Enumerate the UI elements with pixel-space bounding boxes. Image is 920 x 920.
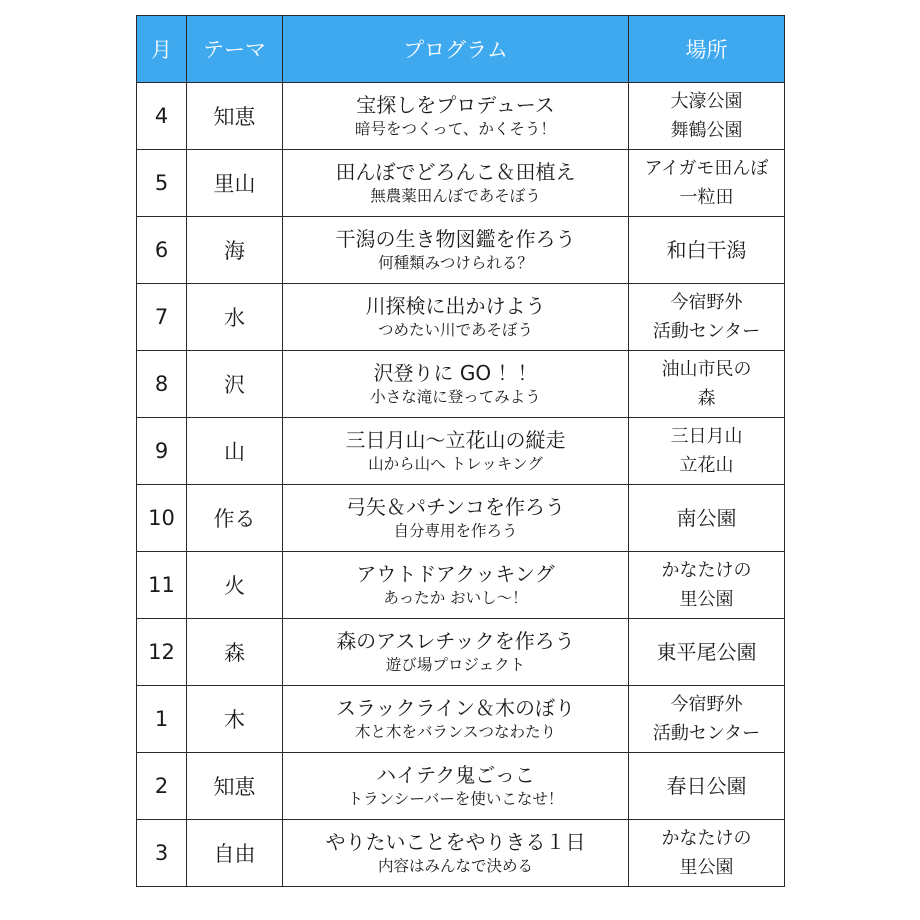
program-title: アウトドアクッキング bbox=[356, 562, 555, 586]
place-line: 舞鶴公園 bbox=[670, 120, 743, 141]
program-cell bbox=[283, 150, 629, 217]
program-schedule-table bbox=[136, 15, 785, 887]
program-title: 沢登りに GO ！！ bbox=[373, 361, 538, 385]
program-title: 三日月山〜立花山の縦走 bbox=[345, 428, 566, 452]
program-cell bbox=[283, 552, 629, 619]
month-cell: 2 bbox=[137, 753, 187, 820]
program-cell bbox=[283, 619, 629, 686]
program-title: 川探検に出かけよう bbox=[365, 294, 546, 318]
program-cell bbox=[283, 83, 629, 150]
theme-cell: 里山 bbox=[187, 150, 283, 217]
theme-cell: 森 bbox=[187, 619, 283, 686]
place-cell bbox=[629, 351, 785, 418]
table-row bbox=[137, 217, 785, 284]
program-title: 森のアスレチックを作ろう bbox=[336, 629, 575, 653]
month-cell: 12 bbox=[137, 619, 187, 686]
program-subtitle: 自分専用を作ろう bbox=[393, 522, 518, 540]
header-place: 場所 bbox=[629, 16, 785, 83]
program-subtitle: 遊び場プロジェクト bbox=[385, 656, 526, 674]
table-row bbox=[137, 351, 785, 418]
program-title: 宝探しをプロデュース bbox=[356, 93, 555, 117]
header-row bbox=[137, 16, 785, 83]
place-line: 南公園 bbox=[676, 505, 737, 530]
month-cell: 8 bbox=[137, 351, 187, 418]
table-row bbox=[137, 150, 785, 217]
program-cell bbox=[283, 820, 629, 887]
program-subtitle: 暗号をつくって、かくそう！ bbox=[355, 120, 556, 138]
program-subtitle: 木と木をバランスつなわたり bbox=[354, 723, 557, 741]
program-title: やりたいことをやりきる１日 bbox=[325, 830, 586, 854]
place-line: 活動センター bbox=[652, 321, 761, 342]
place-cell bbox=[629, 485, 785, 552]
place-line: 油山市民の bbox=[661, 359, 752, 380]
place-line: 森 bbox=[697, 388, 716, 409]
table-body bbox=[137, 83, 785, 887]
place-line: 東平尾公園 bbox=[656, 639, 757, 664]
table-row bbox=[137, 418, 785, 485]
program-cell bbox=[283, 217, 629, 284]
theme-cell: 知恵 bbox=[187, 753, 283, 820]
theme-cell: 水 bbox=[187, 284, 283, 351]
place-cell bbox=[629, 418, 785, 485]
place-cell bbox=[629, 284, 785, 351]
place-cell bbox=[629, 753, 785, 820]
header-month: 月 bbox=[137, 16, 187, 83]
place-line: 里公園 bbox=[679, 589, 734, 610]
table-row bbox=[137, 686, 785, 753]
program-subtitle: 何種類みつけられる？ bbox=[378, 254, 533, 272]
table-header bbox=[137, 16, 785, 83]
program-title: 弓矢＆パチンコを作ろう bbox=[346, 495, 565, 519]
program-cell bbox=[283, 485, 629, 552]
place-cell bbox=[629, 83, 785, 150]
place-line: 今宿野外 bbox=[670, 292, 743, 313]
place-line: 一粒田 bbox=[679, 187, 734, 208]
program-title: スラックライン＆木のぼり bbox=[336, 696, 575, 720]
place-line: かなたけの bbox=[661, 560, 752, 581]
month-cell: 5 bbox=[137, 150, 187, 217]
program-subtitle: 内容はみんなで決める bbox=[377, 857, 533, 875]
place-line: 春日公園 bbox=[666, 773, 747, 798]
place-line: 今宿野外 bbox=[670, 694, 743, 715]
program-cell bbox=[283, 284, 629, 351]
month-cell: 3 bbox=[137, 820, 187, 887]
place-line: かなたけの bbox=[661, 828, 752, 849]
place-cell bbox=[629, 217, 785, 284]
program-title: 田んぼでどろんこ＆田植え bbox=[335, 160, 576, 184]
program-subtitle: 小さな滝に登ってみよう bbox=[370, 388, 541, 406]
month-cell: 7 bbox=[137, 284, 187, 351]
place-line: 立花山 bbox=[679, 455, 734, 476]
place-line: 里公園 bbox=[679, 857, 734, 878]
place-cell bbox=[629, 686, 785, 753]
program-title: ハイテク鬼ごっこ bbox=[376, 763, 535, 787]
table-row bbox=[137, 83, 785, 150]
header-program: プログラム bbox=[283, 16, 629, 83]
month-cell: 4 bbox=[137, 83, 187, 150]
theme-cell: 山 bbox=[187, 418, 283, 485]
month-cell: 11 bbox=[137, 552, 187, 619]
theme-cell: 沢 bbox=[187, 351, 283, 418]
program-cell bbox=[283, 418, 629, 485]
theme-cell: 海 bbox=[187, 217, 283, 284]
place-cell bbox=[629, 619, 785, 686]
place-line: 和白干潟 bbox=[666, 237, 747, 262]
program-cell bbox=[283, 753, 629, 820]
theme-cell: 知恵 bbox=[187, 83, 283, 150]
table-row bbox=[137, 753, 785, 820]
place-cell bbox=[629, 552, 785, 619]
program-cell bbox=[283, 351, 629, 418]
program-cell bbox=[283, 686, 629, 753]
theme-cell: 作る bbox=[187, 485, 283, 552]
place-line: 活動センター bbox=[652, 723, 761, 744]
program-subtitle: トランシーバーを使いこなせ！ bbox=[347, 790, 564, 808]
month-cell: 10 bbox=[137, 485, 187, 552]
month-cell: 6 bbox=[137, 217, 187, 284]
table-row bbox=[137, 485, 785, 552]
month-cell: 9 bbox=[137, 418, 187, 485]
program-subtitle: 無農薬田んぼであそぼう bbox=[370, 187, 541, 205]
program-subtitle: 山から山へ トレッキング bbox=[368, 455, 543, 473]
place-line: 三日月山 bbox=[670, 426, 743, 447]
program-subtitle: あったか おいし〜！ bbox=[383, 589, 528, 607]
place-cell bbox=[629, 150, 785, 217]
table-row bbox=[137, 820, 785, 887]
place-line: アイガモ田んぼ bbox=[644, 158, 769, 179]
table-row bbox=[137, 619, 785, 686]
header-theme: テーマ bbox=[187, 16, 283, 83]
place-cell bbox=[629, 820, 785, 887]
place-line: 大濠公園 bbox=[670, 91, 743, 112]
theme-cell: 木 bbox=[187, 686, 283, 753]
table-row bbox=[137, 552, 785, 619]
month-cell: 1 bbox=[137, 686, 187, 753]
table-row bbox=[137, 284, 785, 351]
program-subtitle: つめたい川であそぼう bbox=[377, 321, 533, 339]
theme-cell: 火 bbox=[187, 552, 283, 619]
program-title: 干潟の生き物図鑑を作ろう bbox=[335, 227, 576, 251]
theme-cell: 自由 bbox=[187, 820, 283, 887]
